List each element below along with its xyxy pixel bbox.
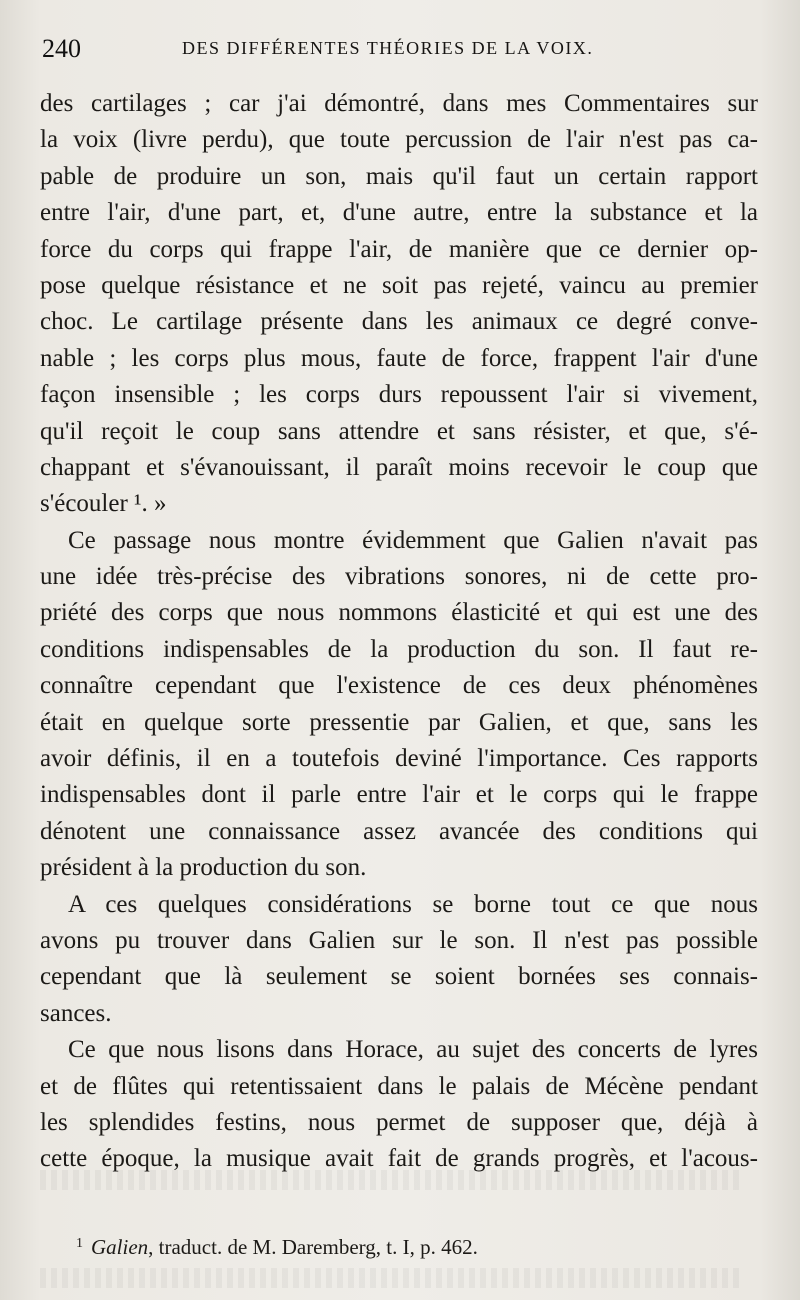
text-line: la voix (livre perdu), que toute percussion de l'air n'est pas ca- <box>40 126 758 154</box>
text-line: choc. Le cartilage présente dans les animaux ce degré conve- <box>40 308 758 336</box>
text-line: connaître cependant que l'existence de ces deux phénomènes <box>40 672 758 700</box>
text-line: façon insensible ; les corps durs repoussent l'air si vivement, <box>40 381 758 409</box>
text-line-paragraph-start: Ce passage nous montre évidemment que Galien n'avait pas <box>68 526 758 554</box>
text-line: des cartilages ; car j'ai démontré, dans mes Commentaires sur <box>40 90 758 117</box>
footnote-author: Galien <box>91 1235 149 1259</box>
text-line: les splendides festins, nous permet de supposer que, déjà à <box>40 1108 758 1136</box>
running-title: DES DIFFÉRENTES THÉORIES DE LA VOIX. <box>182 38 594 58</box>
text-line-paragraph-start: A ces quelques considérations se borne tout ce que nous <box>68 890 758 918</box>
footnote-text: , traduct. de M. Daremberg, t. I, p. 462. <box>148 1235 478 1259</box>
text-line: priété des corps que nous nommons élasticité et qui est une des <box>40 599 758 627</box>
text-line: cependant que là seulement se soient bornées ses connais- <box>40 963 758 991</box>
text-line: entre l'air, d'une part, et, d'une autre, entre la substance et la <box>40 199 758 227</box>
text-line-paragraph-start: Ce que nous lisons dans Horace, au sujet des concerts de lyres <box>68 1036 758 1064</box>
text-line: chappant et s'évanouissant, il paraît moins recevoir le coup que <box>40 453 758 481</box>
footnote-mark: 1 <box>76 1236 83 1251</box>
page-number: 240 <box>42 34 81 63</box>
text-line: conditions indispensables de la production du son. Il faut re- <box>40 635 758 663</box>
text-line: nable ; les corps plus mous, faute de force, frappent l'air d'une <box>40 344 758 372</box>
show-through-text <box>260 2 680 24</box>
text-line: cette époque, la musique avait fait de grands progrès, et l'acous- <box>40 1145 758 1173</box>
text-line: force du corps qui frappe l'air, de manière que ce dernier op- <box>40 235 758 263</box>
body-text <box>40 86 758 1178</box>
text-line: pose quelque résistance et ne soit pas rejeté, vaincu au premier <box>40 271 758 299</box>
show-through-band-bottom <box>40 1268 740 1288</box>
footnote <box>76 1235 478 1260</box>
text-line: une idée très-précise des vibrations sonores, ni de cette pro- <box>40 563 758 591</box>
text-line: et de flûtes qui retentissaient dans le palais de Mécène pendant <box>40 1072 758 1100</box>
page-header <box>42 34 742 70</box>
text-line: avons pu trouver dans Galien sur le son. Il n'est pas possible <box>40 926 758 954</box>
text-line: qu'il reçoit le coup sans attendre et sans résister, et que, s'é- <box>40 417 758 445</box>
text-line: était en quelque sorte pressentie par Galien, et que, sans les <box>40 708 758 736</box>
text-line-paragraph-end: sances. <box>40 999 112 1027</box>
text-line-paragraph-end: président à la production du son. <box>40 854 367 882</box>
text-line-paragraph-end: s'écouler ¹. » <box>40 490 167 518</box>
text-line: dénotent une connaissance assez avancée des conditions qui <box>40 817 758 845</box>
text-line: avoir définis, il en a toutefois deviné l'importance. Ces rapports <box>40 745 758 773</box>
text-line: pable de produire un son, mais qu'il faut un certain rapport <box>40 162 758 190</box>
text-line: indispensables dont il parle entre l'air et le corps qui le frappe <box>40 781 758 809</box>
